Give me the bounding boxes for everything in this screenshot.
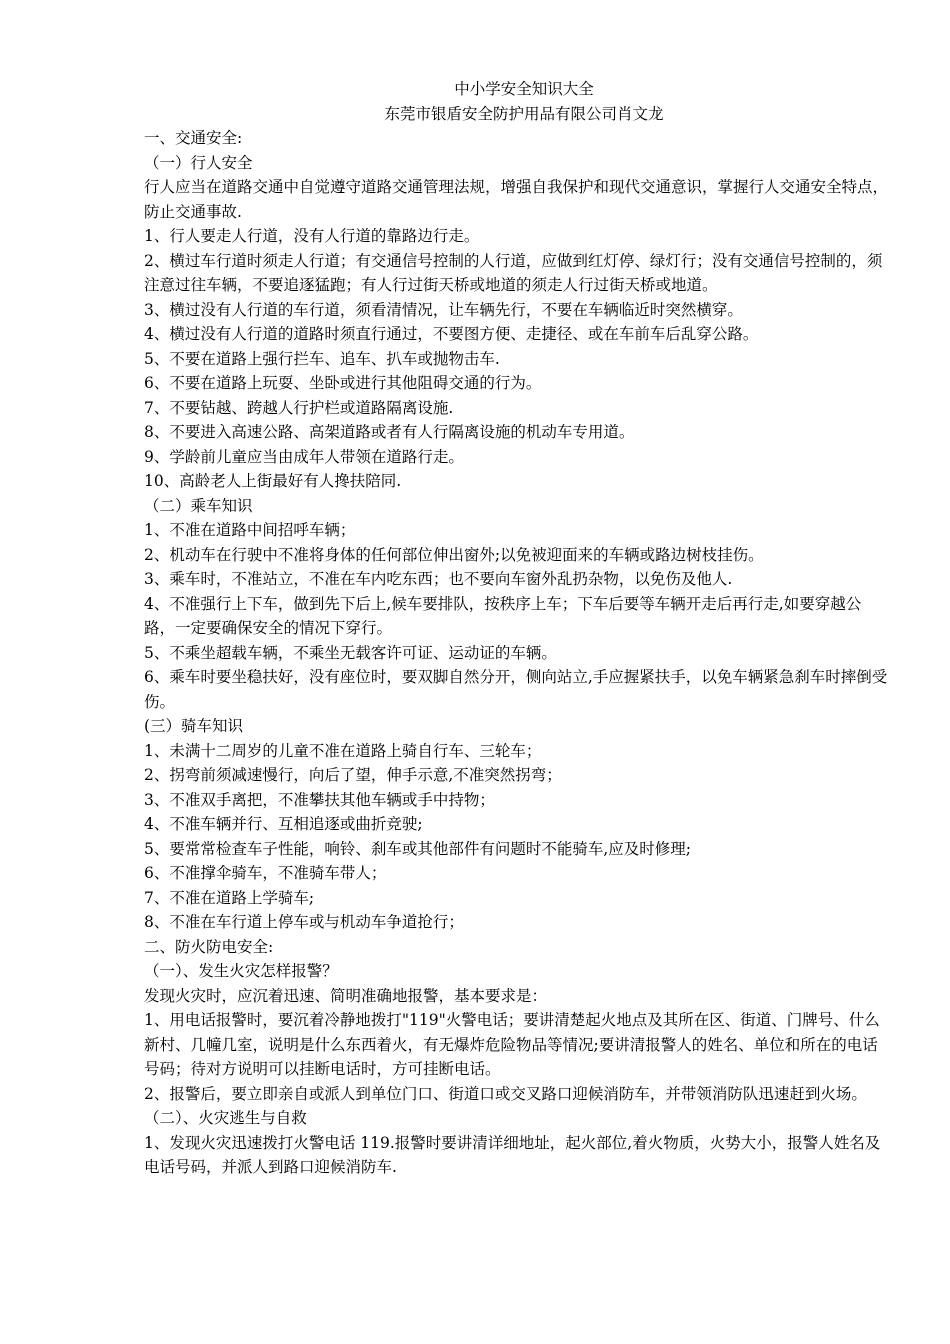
- list-item: 7、不要钻越、跨越人行护栏或道路隔离设施.: [144, 398, 454, 417]
- list-item: 2、横过车行道时须走人行道；有交通信号控制的人行道，应做到红灯停、绿灯行；没有交通信号控制的，须注意过往车辆，不要追逐猛跑；有人行过街天桥或地道的须走人行过街天桥或地道。: [144, 251, 883, 294]
- subsection-heading: （二）乘车知识: [144, 496, 253, 515]
- subsection-heading: （一）行人安全: [144, 153, 253, 172]
- list-item: 4、不准强行上下车，做到先下后上,候车要排队，按秩序上车；下车后要等车辆开走后再行走,如要穿越公路，一定要确保安全的情况下穿行。: [144, 594, 862, 637]
- list-item: 1、行人要走人行道，没有人行道的靠路边行走。: [144, 227, 480, 245]
- list-item: 4、横过没有人行道的道路时须直行通过，不要图方便、走捷径、或在车前车后乱穿公路。: [144, 325, 759, 343]
- list-item: 1、发现火灾迅速拨打火警电话 119.报警时要讲清详细地址，起火部位,着火物质，火势大小，报警人姓名及电话号码，并派人到路口迎候消防车.: [144, 1133, 881, 1176]
- section-heading: 二、防火防电安全:: [144, 937, 274, 956]
- list-item: 2、拐弯前须减速慢行，向后了望，伸手示意,不准突然拐弯；: [144, 766, 562, 784]
- list-item: 10、高龄老人上街最好有人搀扶陪同.: [144, 472, 402, 490]
- list-item: 5、不乘坐超载车辆，不乘坐无载客许可证、运动证的车辆。: [144, 643, 557, 662]
- list-item: 7、不准在道路上学骑车;: [144, 888, 315, 907]
- document-title: 中小学安全知识大全: [454, 80, 594, 98]
- list-item: 2、报警后，要立即亲自或派人到单位门口、街道口或交叉路口迎候消防车，并带领消防队迅速赶到火场。: [144, 1084, 867, 1103]
- list-item: 4、不准车辆并行、互相追逐或曲折竞驶;: [144, 815, 423, 833]
- document-subtitle: 东莞市银盾安全防护用品有限公司肖文龙: [384, 104, 664, 123]
- list-item: 5、要常常检查车子性能，响铃、刹车或其他部件有问题时不能骑车,应及时修理;: [144, 839, 692, 858]
- list-item: 1、不准在道路中间招呼车辆；: [144, 521, 356, 539]
- list-item: 3、乘车时，不准站立，不准在车内吃东西；也不要向车窗外乱扔杂物，以免伤及他人.: [144, 570, 733, 588]
- list-item: 8、不要进入高速公路、高架道路或者有人行隔离设施的机动车专用道。: [144, 423, 635, 441]
- list-item: 3、横过没有人行道的车行道，须看清情况，让车辆先行，不要在车辆临近时突然横穿。: [144, 300, 743, 319]
- subsection-heading: (三）骑车知识: [144, 717, 244, 735]
- list-item: 3、不准双手离把，不准攀扶其他车辆或手中持物；: [144, 790, 495, 809]
- list-item: 6、不要在道路上玩耍、坐卧或进行其他阻碍交通的行为。: [144, 374, 542, 392]
- subsection-heading: （二）、火灾逃生与自救: [144, 1109, 307, 1127]
- list-item: 6、乘车时要坐稳扶好，没有座位时，要双脚自然分开，侧向站立,手应握紧扶手，以免车辆紧急刹车时摔倒受伤。: [144, 668, 888, 711]
- list-item: 1、未满十二周岁的儿童不准在道路上骑自行车、三轮车；: [144, 741, 542, 760]
- list-item: 9、学龄前儿童应当由成年人带领在道路行走。: [144, 447, 464, 466]
- list-item: 8、不准在车行道上停车或与机动车争道抢行；: [144, 913, 464, 931]
- subsection-heading: （一）、发生火灾怎样报警？: [144, 962, 338, 980]
- list-item: 2、机动车在行驶中不准将身体的任何部位伸出窗外;以免被迎面来的车辆或路边树枝挂伤。: [144, 545, 764, 564]
- paragraph: 行人应当在道路交通中自觉遵守道路交通管理法规，增强自我保护和现代交通意识，掌握行人交通安全特点，防止交通事故.: [144, 178, 889, 221]
- list-item: 5、不要在道路上强行拦车、追车、扒车或抛物击车.: [144, 349, 500, 368]
- paragraph: 发现火灾时，应沉着迅速、简明准确地报警，基本要求是：: [144, 986, 548, 1005]
- list-item: 1、用电话报警时，要沉着冷静地拨打"119"火警电话；要讲清楚起火地点及其所在区、街道、门牌号、什么新村、几幢几室，说明是什么东西着火，有无爆炸危险物品等情况;要讲清报警人的姓名、单位和所在的电话号码；待对方说明可以挂断电话时，方可挂断电话。: [144, 1011, 880, 1078]
- section-heading: 一、交通安全:: [144, 129, 243, 147]
- list-item: 6、不准撑伞骑车，不准骑车带人；: [144, 864, 387, 882]
- document-body: [144, 77, 892, 1180]
